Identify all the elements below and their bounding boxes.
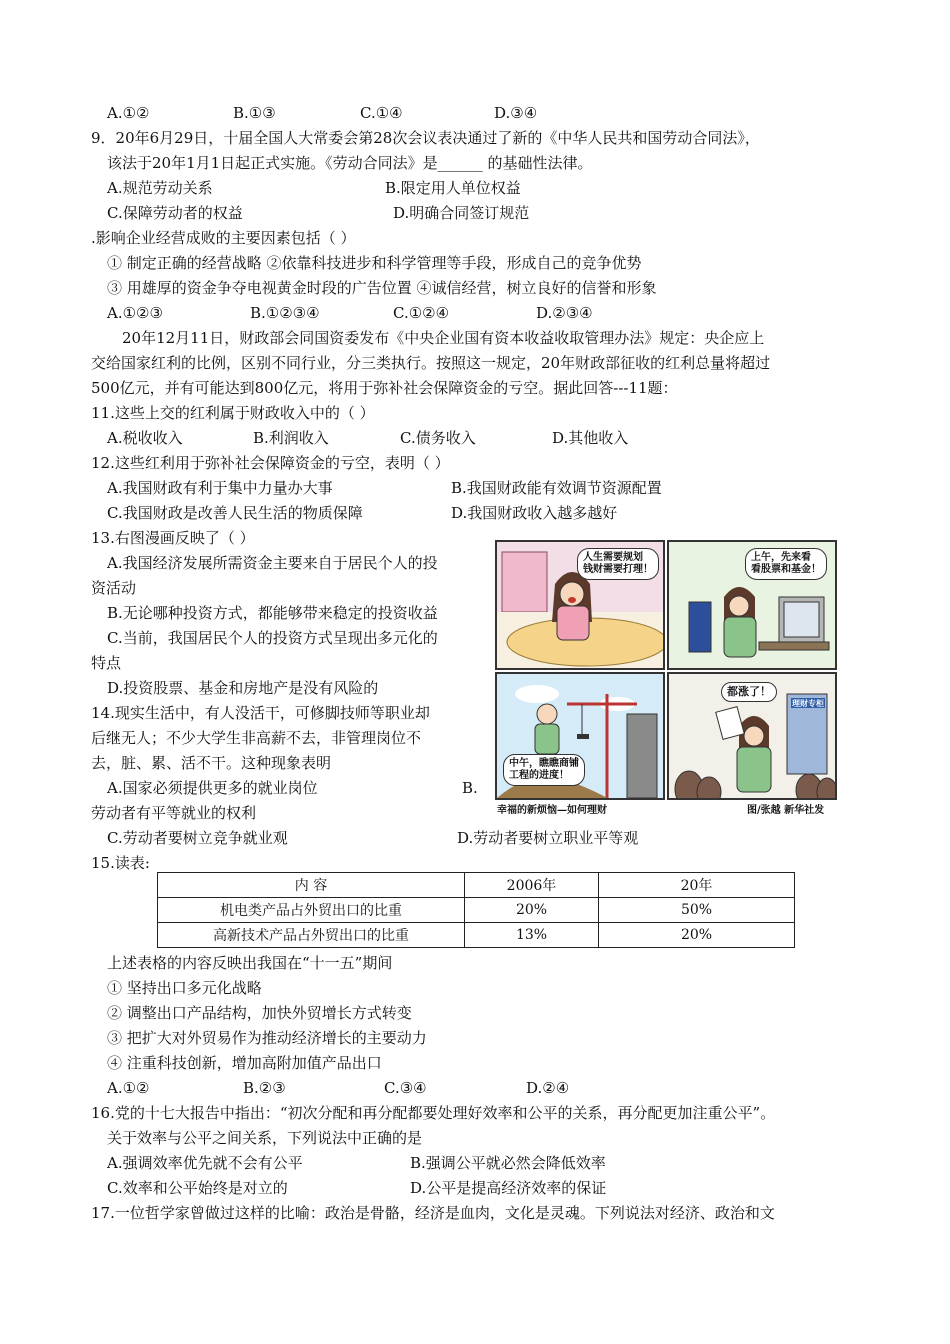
q10-option-c: C.①②④ (393, 304, 450, 322)
table-header-cell: 2006年 (465, 873, 599, 898)
speech-bubble-2: 上午，先来看 看股票和基金！ (745, 548, 827, 580)
q8-option-c: C.①④ (360, 104, 403, 122)
q16-stem-line1: 16.党的十七大报告中指出：“初次分配和再分配都要处理好效率和公平的关系，再分配更加注重公平”。 (91, 1104, 776, 1122)
q15-statement-1: ① 坚持出口多元化战略 (107, 979, 262, 997)
q9-stem-line2: 该法于20年1月1日起正式实施。《劳动合同法》是______ 的基础性法律。 (107, 154, 593, 172)
q14-option-a: A.国家必须提供更多的就业岗位 (107, 779, 318, 797)
finance-counter-sign: 理财专柜 (792, 698, 824, 708)
comic-illustration (495, 540, 835, 815)
q13-option-d: D.投资股票、基金和房地产是没有风险的 (107, 679, 379, 697)
q15-option-d: D.②④ (526, 1079, 570, 1097)
q13-option-c-line1: C.当前，我国居民个人的投资方式呈现出多元化的 (107, 629, 438, 647)
q8-option-d: D.③④ (494, 104, 538, 122)
q16-stem-line2: 关于效率与公平之间关系，下列说法中正确的是 (107, 1129, 423, 1147)
q15-option-a: A.①② (107, 1079, 150, 1097)
q9-option-c: C.保障劳动者的权益 (107, 204, 243, 222)
q11-option-c: C.债务收入 (400, 429, 476, 447)
q10-statement-2: ③ 用雄厚的资金争夺电视黄金时段的广告位置 ④诚信经营，树立良好的信誉和形象 (107, 279, 657, 297)
q10-option-d: D.②③④ (536, 304, 593, 322)
table-row (158, 923, 795, 948)
q8-option-b: B.①③ (233, 104, 276, 122)
material-line3: 500亿元，并有可能达到800亿元，将用于弥补社会保障资金的亏空。据此回答---11题： (91, 379, 678, 397)
comic-panel-1 (495, 540, 665, 670)
table-cell: 20% (465, 898, 599, 923)
comic-panel-2 (667, 540, 837, 670)
table-header-row (158, 873, 795, 898)
q14-option-c: C.劳动者要树立竞争就业观 (107, 829, 288, 847)
q9-option-a: A.规范劳动关系 (107, 179, 213, 197)
comic-caption-credit: 图/张越 新华社发 (747, 805, 825, 816)
q10-statement-1: ① 制定正确的经营战略 ②依靠科技进步和科学管理等手段，形成自己的竞争优势 (107, 254, 642, 272)
q16-option-c: C.效率和公平始终是对立的 (107, 1179, 288, 1197)
q15-statement-3: ③ 把扩大对外贸易作为推动经济增长的主要动力 (107, 1029, 427, 1047)
speech-bubble-1: 人生需要规划 钱财需要打理！ (577, 548, 659, 580)
q10-option-a: A.①②③ (107, 304, 163, 322)
comic-panel-4 (667, 672, 837, 800)
q12-option-d: D.我国财政收入越多越好 (451, 504, 618, 522)
q11-option-a: A.税收收入 (107, 429, 183, 447)
q11-option-d: D.其他收入 (552, 429, 629, 447)
table-cell: 50% (599, 898, 795, 923)
comic-panel-3 (495, 672, 665, 800)
q12-option-c: C.我国财政是改善人民生活的物质保障 (107, 504, 363, 522)
q13-option-c-line2: 特点 (91, 654, 122, 672)
q13-option-b: B.无论哪种投资方式，都能够带来稳定的投资收益 (107, 604, 438, 622)
q14-option-d: D.劳动者要树立职业平等观 (457, 829, 639, 847)
material-line1: 20年12月11日，财政部会同国资委发布《中央企业国有资本收益收取管理办法》规定：央企应上 (122, 329, 765, 347)
speech-bubble-4: 都涨了！ (721, 682, 777, 702)
material-line2: 交给国家红利的比例，区别不同行业，分三类执行。按照这一规定，20年财政部征收的红利总量将超过 (91, 354, 771, 372)
q14-option-b-text: 劳动者有平等就业的权利 (91, 804, 257, 822)
q14-stem-line2: 后继无人；不少大学生非高薪不去，非管理岗位不 (91, 729, 422, 747)
table-header-cell: 内 容 (158, 873, 465, 898)
comic-caption-title: 幸福的新烦恼—如何理财 (497, 805, 607, 816)
q12-option-a: A.我国财政有利于集中力量办大事 (107, 479, 333, 497)
table-cell: 13% (465, 923, 599, 948)
q14-option-b-label: B. (462, 779, 478, 797)
q16-option-a: A.强调效率优先就不会有公平 (107, 1154, 303, 1172)
export-share-table (157, 872, 795, 948)
q10-stem: .影响企业经营成败的主要因素包括（ ） (91, 229, 356, 247)
speech-bubble-3: 中午，瞧瞧商铺 工程的进度！ (503, 754, 585, 786)
table-cell: 高新技术产品占外贸出口的比重 (158, 923, 465, 948)
q15-option-b: B.②③ (243, 1079, 286, 1097)
table-cell: 20% (599, 923, 795, 948)
q11-stem: 11.这些上交的红利属于财政收入中的（ ） (91, 404, 375, 422)
q8-option-a: A.①② (107, 104, 150, 122)
q11-option-b: B.利润收入 (253, 429, 329, 447)
q12-stem: 12.这些红利用于弥补社会保障资金的亏空，表明（ ） (91, 454, 450, 472)
q15-question: 上述表格的内容反映出我国在“十一五”期间 (107, 954, 393, 972)
q12-option-b: B.我国财政能有效调节资源配置 (451, 479, 662, 497)
q17-stem-line1: 17.一位哲学家曾做过这样的比喻：政治是骨骼，经济是血肉，文化是灵魂。下列说法对经济、政治和文 (91, 1204, 775, 1222)
q9-stem-line1: 9．20年6月29日，十届全国人大常委会第28次会议表决通过了新的《中华人民共和国劳动合同法》， (91, 129, 760, 147)
q16-option-d: D.公平是提高经济效率的保证 (410, 1179, 607, 1197)
table-cell: 机电类产品占外贸出口的比重 (158, 898, 465, 923)
q13-option-a-line2: 资活动 (91, 579, 137, 597)
q14-stem-line3: 去，脏、累、活不干。这种现象表明 (91, 754, 332, 772)
q9-option-b: B.限定用人单位权益 (385, 179, 521, 197)
q15-statement-4: ④ 注重科技创新，增加高附加值产品出口 (107, 1054, 382, 1072)
q15-option-c: C.③④ (384, 1079, 427, 1097)
q13-stem: 13.右图漫画反映了（ ） (91, 529, 255, 547)
table-header-cell: 20年 (599, 873, 795, 898)
table-row (158, 898, 795, 923)
q9-option-d: D.明确合同签订规范 (393, 204, 530, 222)
q14-stem-line1: 14.现实生活中，有人没活干，可修脚技师等职业却 (91, 704, 430, 722)
q15-stem: 15.读表: (91, 854, 150, 872)
q15-statement-2: ② 调整出口产品结构，加快外贸增长方式转变 (107, 1004, 412, 1022)
q10-option-b: B.①②③④ (250, 304, 320, 322)
q16-option-b: B.强调公平就必然会降低效率 (410, 1154, 606, 1172)
q13-option-a-line1: A.我国经济发展所需资金主要来自于居民个人的投 (107, 554, 438, 572)
